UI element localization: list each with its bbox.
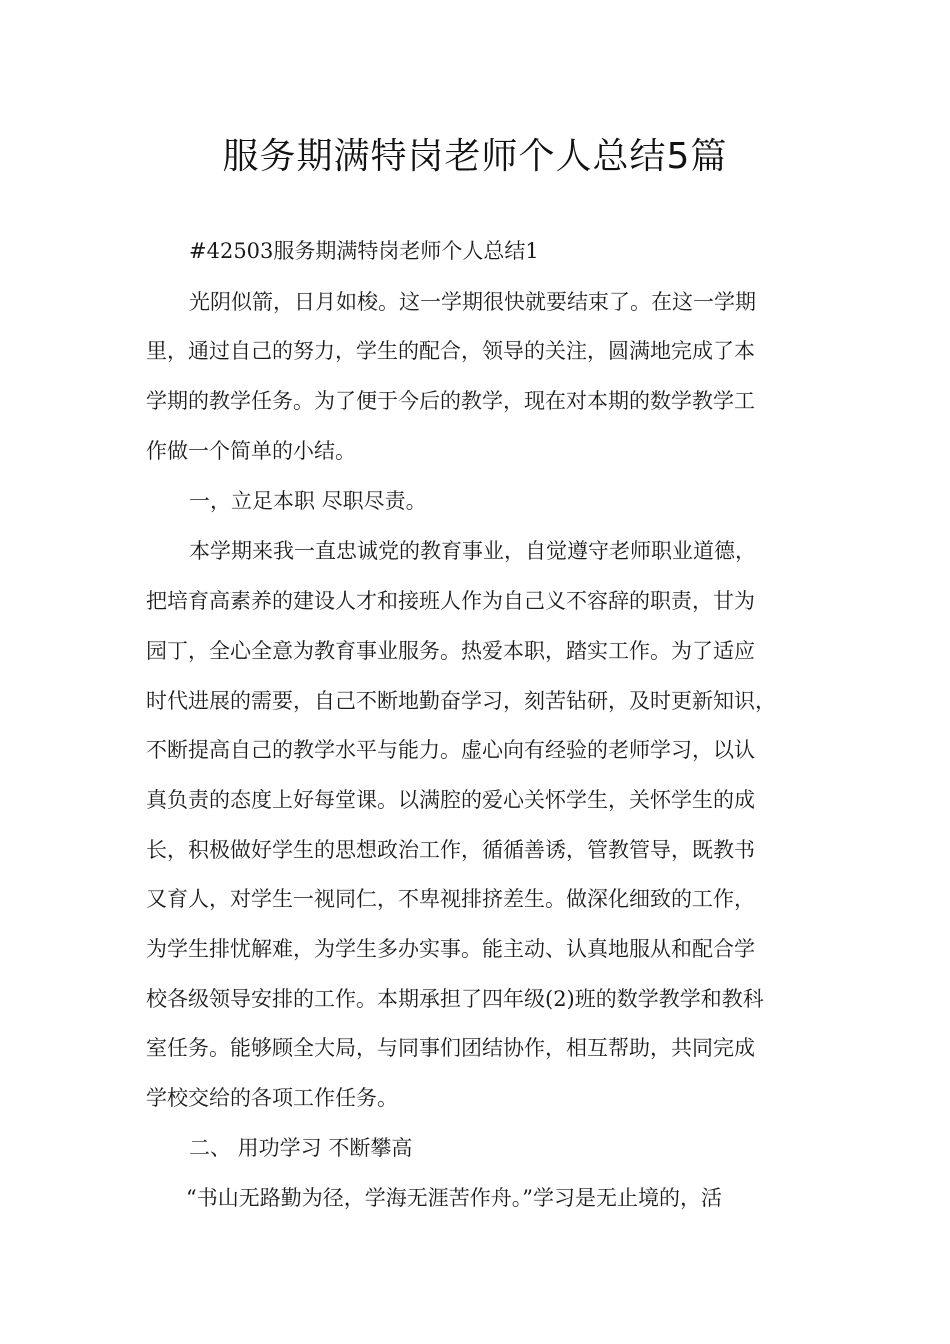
paragraph-line: 作做一个简单的小结。: [146, 439, 356, 463]
paragraph-line: 不断提高自己的教学水平与能力。虚心向有经验的老师学习，以认: [146, 738, 755, 762]
paragraph-line: 把培育高素养的建设人才和接班人作为自己义不容辞的职责，甘为: [146, 589, 755, 613]
paragraph-line: 为学生排忧解难，为学生多办实事。能主动、认真地服从和配合学: [146, 937, 755, 961]
paragraph-line: 室任务。能够顾全大局，与同事们团结协作，相互帮助，共同完成: [146, 1036, 755, 1060]
paragraph-line: 本学期来我一直忠诚党的教育事业，自觉遵守老师职业道德，: [189, 539, 756, 563]
paragraph-line: 时代进展的需要，自己不断地勤奋学习，刻苦钻研，及时更新知识，: [146, 689, 776, 713]
paragraph-line: 里，通过自己的努力，学生的配合，领导的关注，圆满地完成了本: [146, 339, 755, 363]
paragraph-line: 学校交给的各项工作任务。: [146, 1086, 398, 1110]
paragraph-line: 真负责的态度上好每堂课。以满腔的爱心关怀学生，关怀学生的成: [146, 788, 755, 812]
paragraph-line: 学期的教学任务。为了便于今后的教学，现在对本期的数学教学工: [146, 389, 755, 413]
subheading-1: 一，立足本职 尽职尽责。: [189, 489, 427, 513]
section-heading-1: #42503服务期满特岗老师个人总结1: [189, 239, 539, 263]
paragraph-line: “书山无路勤为径，学海无涯苦作舟。”学习是无止境的，活: [186, 1186, 722, 1210]
paragraph-line: 又育人，对学生一视同仁，不卑视排挤差生。做深化细致的工作，: [146, 887, 755, 911]
paragraph-line: 校各级领导安排的工作。本期承担了四年级(2)班的数学教学和教科: [146, 987, 764, 1011]
document-title: 服务期满特岗老师个人总结5篇: [222, 136, 728, 177]
paragraph-line: 园丁，全心全意为教育事业服务。热爱本职，踏实工作。为了适应: [146, 639, 755, 663]
subheading-2: 二、 用功学习 不断攀高: [189, 1136, 413, 1160]
paragraph-line: 长，积极做好学生的思想政治工作，循循善诱，管教管导，既教书: [146, 838, 755, 862]
paragraph-line: 光阴似箭，日月如梭。这一学期很快就要结束了。在这一学期: [189, 290, 756, 314]
